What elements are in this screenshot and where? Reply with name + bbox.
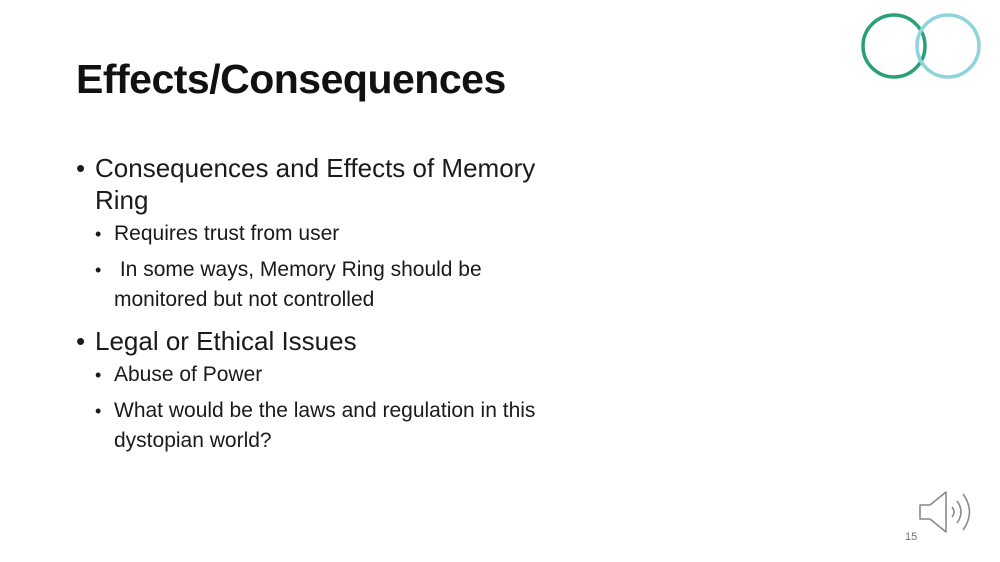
sub-bullet-text: Requires trust from user	[114, 222, 340, 245]
speaker-icon[interactable]	[916, 488, 980, 536]
sub-bullet-text: In some ways, Memory Ring should be monitored but not controlled	[114, 258, 488, 311]
sub-bullet-text: Abuse of Power	[114, 363, 263, 386]
sub-bullet-text: What would be the laws and regulation in this dystopian world?	[114, 399, 536, 452]
bullet-text: Consequences and Effects of Memory Ring	[95, 153, 536, 215]
sub-bullet-item	[95, 396, 536, 456]
sub-bullet-list	[95, 219, 536, 315]
sub-bullet-item	[95, 255, 536, 315]
bullet-item	[76, 152, 536, 315]
bullet-list	[76, 152, 536, 456]
slide-title: Effects/Consequences	[76, 56, 506, 102]
sub-bullet-list	[95, 360, 536, 456]
page-number: 15	[905, 531, 918, 543]
sub-bullet-item	[95, 219, 536, 249]
sub-bullet-item	[95, 360, 536, 390]
bullet-text: Legal or Ethical Issues	[95, 326, 357, 356]
slide-content	[76, 152, 536, 456]
bullet-item	[76, 325, 536, 456]
decorative-rings	[856, 10, 986, 84]
